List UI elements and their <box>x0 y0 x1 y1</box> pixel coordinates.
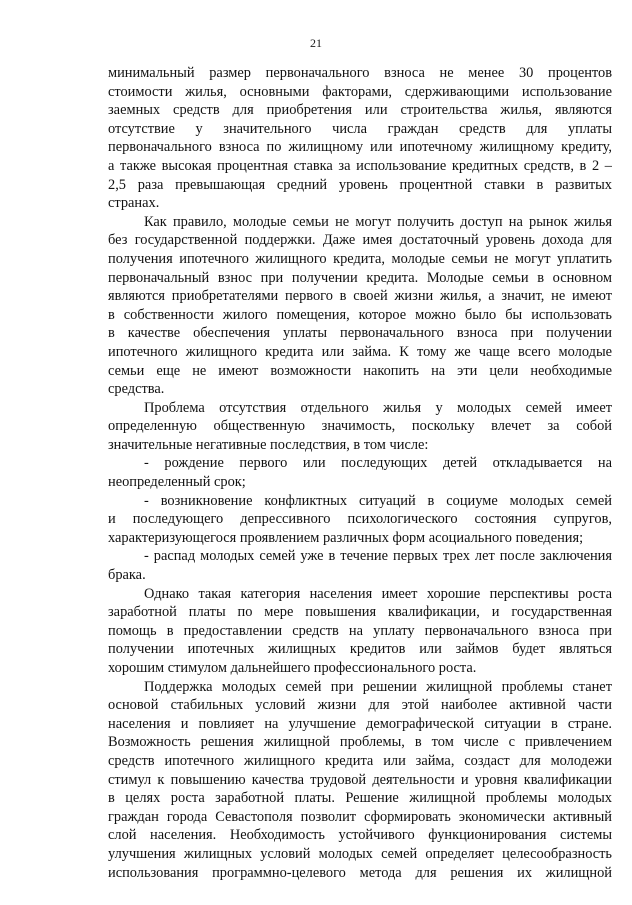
text-line: получении ипотечных жилищных кредитов или займов будет являться <box>108 641 612 658</box>
text-line: Как правило, молодые семьи не могут получить доступ на рынок жилья <box>144 213 612 230</box>
paragraph <box>108 678 612 883</box>
text-line: использования программно-целевого метода для решения их жилищной <box>108 864 612 881</box>
text-line: стимул к повышению качества трудовой деятельности и уровня квалификации <box>108 771 612 788</box>
paragraph <box>108 213 612 399</box>
text-line: брака. <box>108 567 146 584</box>
text-line: в целях роста заработной платы. Решение жилищной проблемы молодых <box>108 790 612 807</box>
text-line: - рождение первого или последующих детей откладывается на <box>144 455 612 472</box>
text-line: странах. <box>108 195 160 212</box>
text-line: без государственной поддержки. Даже имея достаточный уровень дохода для <box>108 232 612 249</box>
text-line: заемных средств для приобретения или строительства жилья, являются <box>108 102 612 119</box>
text-line: хорошим стимулом дальнейшего профессионального роста. <box>108 660 477 676</box>
text-line: Поддержка молодых семей при решении жилищной проблемы станет <box>144 678 612 695</box>
text-line: минимальный размер первоначального взноса не менее 30 процентов <box>108 65 612 81</box>
text-line: помощь в предоставлении средств на уплату первоначального взноса при <box>108 622 612 639</box>
text-line: средства. <box>108 381 165 398</box>
text-line: в собственности жилого помещения, которое можно было бы использовать <box>108 306 612 323</box>
text-line: семьи еще не имеют возможности накопить на эти цели необходимые <box>108 362 612 379</box>
text-line: Возможность решения жилищной проблемы, в том числе с привлечением <box>108 734 612 751</box>
text-line: а также высокая процентная ставка за использование кредитных средств, в 2 – <box>108 157 612 174</box>
text-line: улучшения жилищных условий молодых семей определяет целесообразность <box>108 845 612 862</box>
text-line: - возникновение конфликтных ситуаций в социуме молодых семей <box>144 492 612 509</box>
text-line: первоначальный взнос при получении кредита. Молодые семьи в основном <box>108 269 612 286</box>
paragraph <box>108 547 612 584</box>
text-line: отсутствие у значительного числа граждан средств для уплаты <box>108 120 612 137</box>
text-line: Однако такая категория населения имеет хорошие перспективы роста <box>144 585 612 602</box>
paragraph <box>108 454 612 491</box>
text-line: заработной платы по мере повышения квалификации, и государственная <box>108 604 612 621</box>
document-body-text <box>108 64 612 882</box>
paragraph <box>108 64 612 213</box>
page-number: 21 <box>310 36 322 50</box>
text-line: 2,5 раза превышающая средний уровень процентной ставки в развитых <box>108 176 612 193</box>
paragraph <box>108 399 612 455</box>
text-line: граждан города Севастополя позволит сформировать экономически активный <box>108 808 612 825</box>
paragraph <box>108 585 612 678</box>
text-line: ипотечного жилищного кредита или займа. К тому же чаще всего молодые <box>108 343 612 360</box>
text-line: в качестве обеспечения уплаты первоначального взноса при получении <box>108 325 612 342</box>
text-line: стоимости жилья, основными факторами, сдерживающими использование <box>108 83 612 100</box>
text-line: определенную общественную значимость, поскольку влечет за собой <box>108 418 612 435</box>
text-line: населения и повлияет на улучшение демографической ситуации в стране. <box>108 715 612 732</box>
text-line: первоначального взноса по жилищному или ипотечному жилищному кредиту, <box>108 139 612 156</box>
paragraph <box>108 492 612 548</box>
text-line: являются приобретателями первого в своей жизни жилья, а значит, не имеют <box>108 288 612 305</box>
text-line: слой населения. Необходимость устойчивого функционирования системы <box>108 827 612 844</box>
text-line: получения ипотечного жилищного кредита, молодые семьи не могут уплатить <box>108 250 612 267</box>
text-line: основой стабильных условий жизни для этой наиболее активной части <box>108 697 612 714</box>
text-line: и последующего депрессивного психологического состояния супругов, <box>108 511 612 528</box>
text-line: неопределенный срок; <box>108 474 246 491</box>
text-line: - распад молодых семей уже в течение первых трех лет после заключения <box>144 548 612 565</box>
text-line: характеризующегося проявлением различных форм асоциального поведения; <box>108 529 584 546</box>
text-line: значительные негативные последствия, в том числе: <box>108 436 429 453</box>
text-line: Проблема отсутствия отдельного жилья у молодых семей имеет <box>144 399 612 416</box>
text-line: средств ипотечного жилищного кредита или займа, создаст для молодежи <box>108 752 612 769</box>
